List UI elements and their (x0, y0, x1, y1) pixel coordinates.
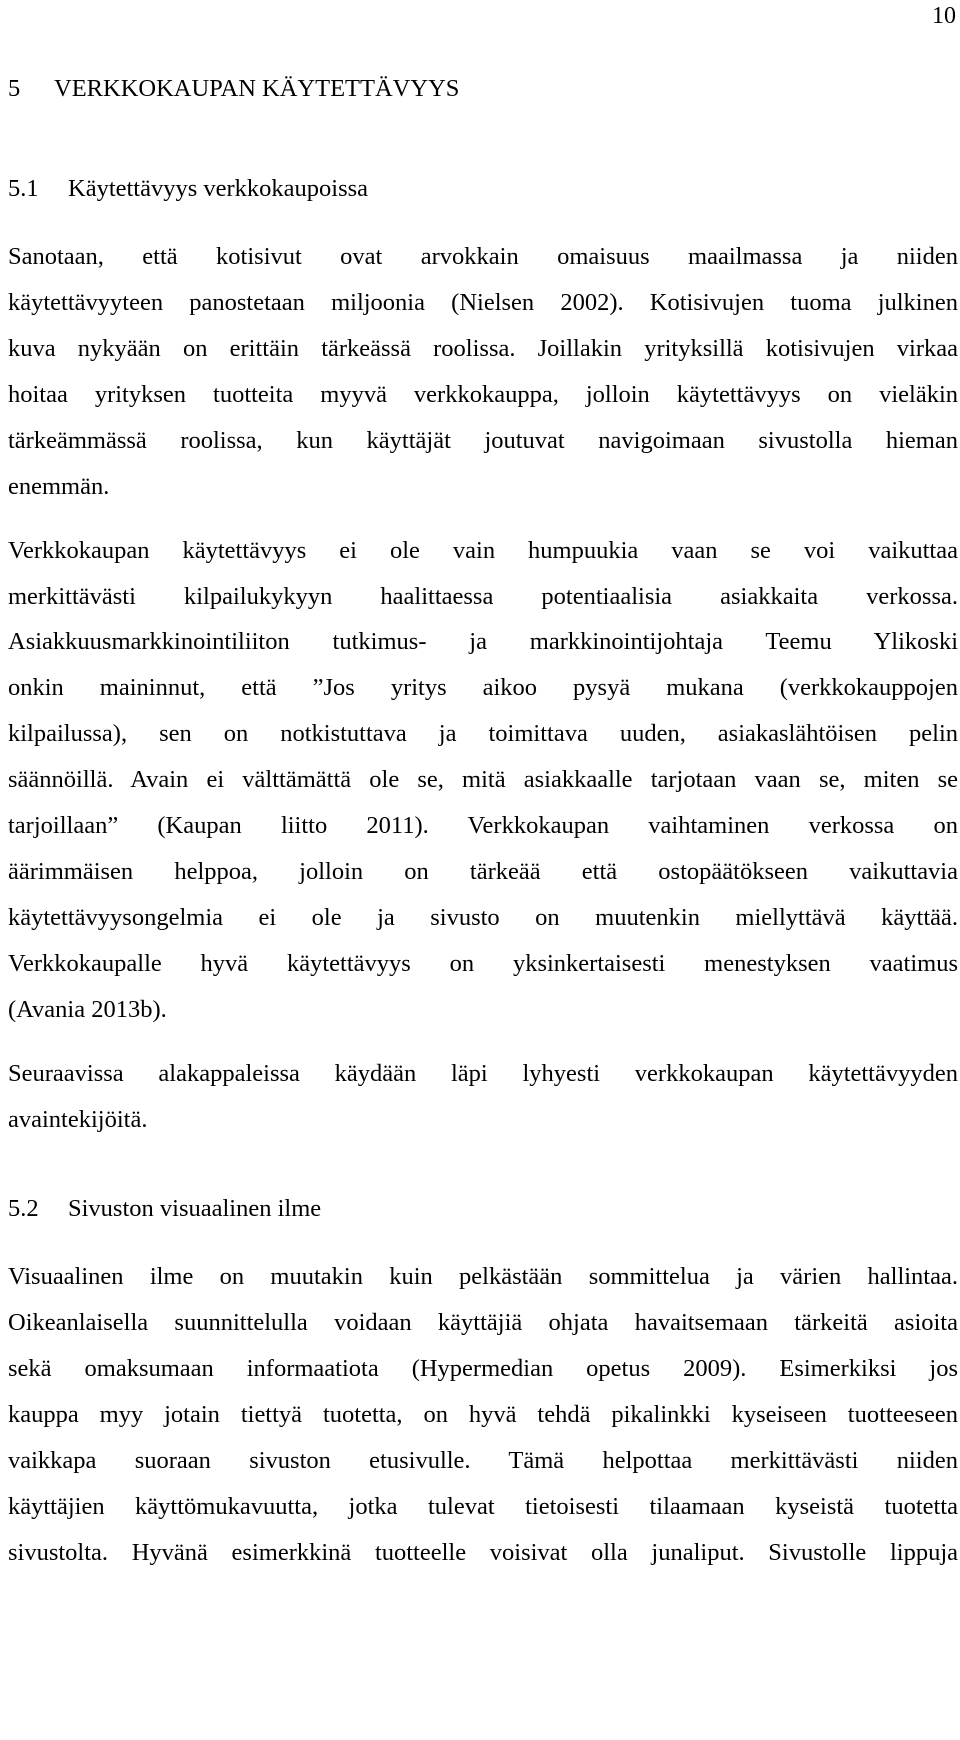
text-line: käyttäjien käyttömukavuutta, jotka tulevat tietoisesti tilaamaan kyseistä tuotetta (8, 1493, 958, 1520)
text-line: Verkkokaupalle hyvä käytettävyys on yksinkertaisesti menestyksen vaatimus (8, 950, 958, 977)
text-line: onkin maininnut, että ”Jos yritys aikoo pysyä mukana (verkkokauppojen (8, 674, 958, 701)
text-line: säännöillä. Avain ei välttämättä ole se, mitä asiakkaalle tarjotaan vaan se, miten se (8, 766, 958, 793)
section-heading (8, 1194, 321, 1224)
chapter-heading (8, 74, 459, 104)
text-line: sekä omaksumaan informaatiota (Hypermedian opetus 2009). Esimerkiksi jos (8, 1355, 958, 1382)
text-line: sivustolta. Hyvänä esimerkkinä tuotteelle voisivat olla junaliput. Sivustolle lippuja (8, 1539, 958, 1566)
text-line: (Avania 2013b). (8, 996, 167, 1023)
text-line: hoitaa yrityksen tuotteita myyvä verkkokauppa, jolloin käytettävyys on vieläkin (8, 381, 958, 408)
text-line: tärkeämmässä roolissa, kun käyttäjät joutuvat navigoimaan sivustolla hieman (8, 427, 958, 454)
text-line: avaintekijöitä. (8, 1106, 148, 1133)
section-number: 5.1 (8, 175, 39, 202)
page-number: 10 (932, 3, 956, 29)
text-line: käytettävyysongelmia ei ole ja sivusto on muutenkin miellyttävä käyttää. (8, 904, 958, 931)
text-line: Oikeanlaisella suunnittelulla voidaan käyttäjiä ohjata havaitsemaan tärkeitä asioita (8, 1309, 958, 1336)
section-heading (8, 174, 368, 204)
text-line: Verkkokaupan käytettävyys ei ole vain humpuukia vaan se voi vaikuttaa (8, 537, 958, 564)
text-line: Visuaalinen ilme on muutakin kuin pelkästään sommittelua ja värien hallintaa. (8, 1263, 958, 1290)
text-line: kuva nykyään on erittäin tärkeässä roolissa. Joillakin yrityksillä kotisivujen virkaa (8, 335, 958, 362)
text-line: kauppa myy jotain tiettyä tuotetta, on hyvä tehdä pikalinkki kyseiseen tuotteeseen (8, 1401, 958, 1428)
text-line: enemmän. (8, 473, 110, 500)
text-line: Asiakkuusmarkkinointiliiton tutkimus- ja markkinointijohtaja Teemu Ylikoski (8, 628, 958, 655)
section-title: Sivuston visuaalinen ilme (68, 1195, 322, 1222)
section-number: 5.2 (8, 1195, 39, 1222)
text-line: vaikkapa suoraan sivuston etusivulle. Tämä helpottaa merkittävästi niiden (8, 1447, 958, 1474)
text-line: tarjoillaan” (Kaupan liitto 2011). Verkkokaupan vaihtaminen verkossa on (8, 812, 958, 839)
section-title: Käytettävyys verkkokaupoissa (68, 175, 369, 202)
text-line: kilpailussa), sen on notkistuttava ja toimittava uuden, asiakaslähtöisen pelin (8, 720, 958, 747)
text-line: merkittävästi kilpailukykyyn haalittaessa potentiaalisia asiakkaita verkossa. (8, 583, 958, 610)
chapter-title: VERKKOKAUPAN KÄYTETTÄVYYS (54, 75, 460, 102)
text-line: käytettävyyteen panostetaan miljoonia (Nielsen 2002). Kotisivujen tuoma julkinen (8, 289, 958, 316)
text-line: Sanotaan, että kotisivut ovat arvokkain omaisuus maailmassa ja niiden (8, 243, 958, 270)
chapter-number: 5 (8, 75, 21, 102)
text-line: äärimmäisen helppoa, jolloin on tärkeää että ostopäätökseen vaikuttavia (8, 858, 958, 885)
text-line: Seuraavissa alakappaleissa käydään läpi lyhyesti verkkokaupan käytettävyyden (8, 1060, 958, 1087)
